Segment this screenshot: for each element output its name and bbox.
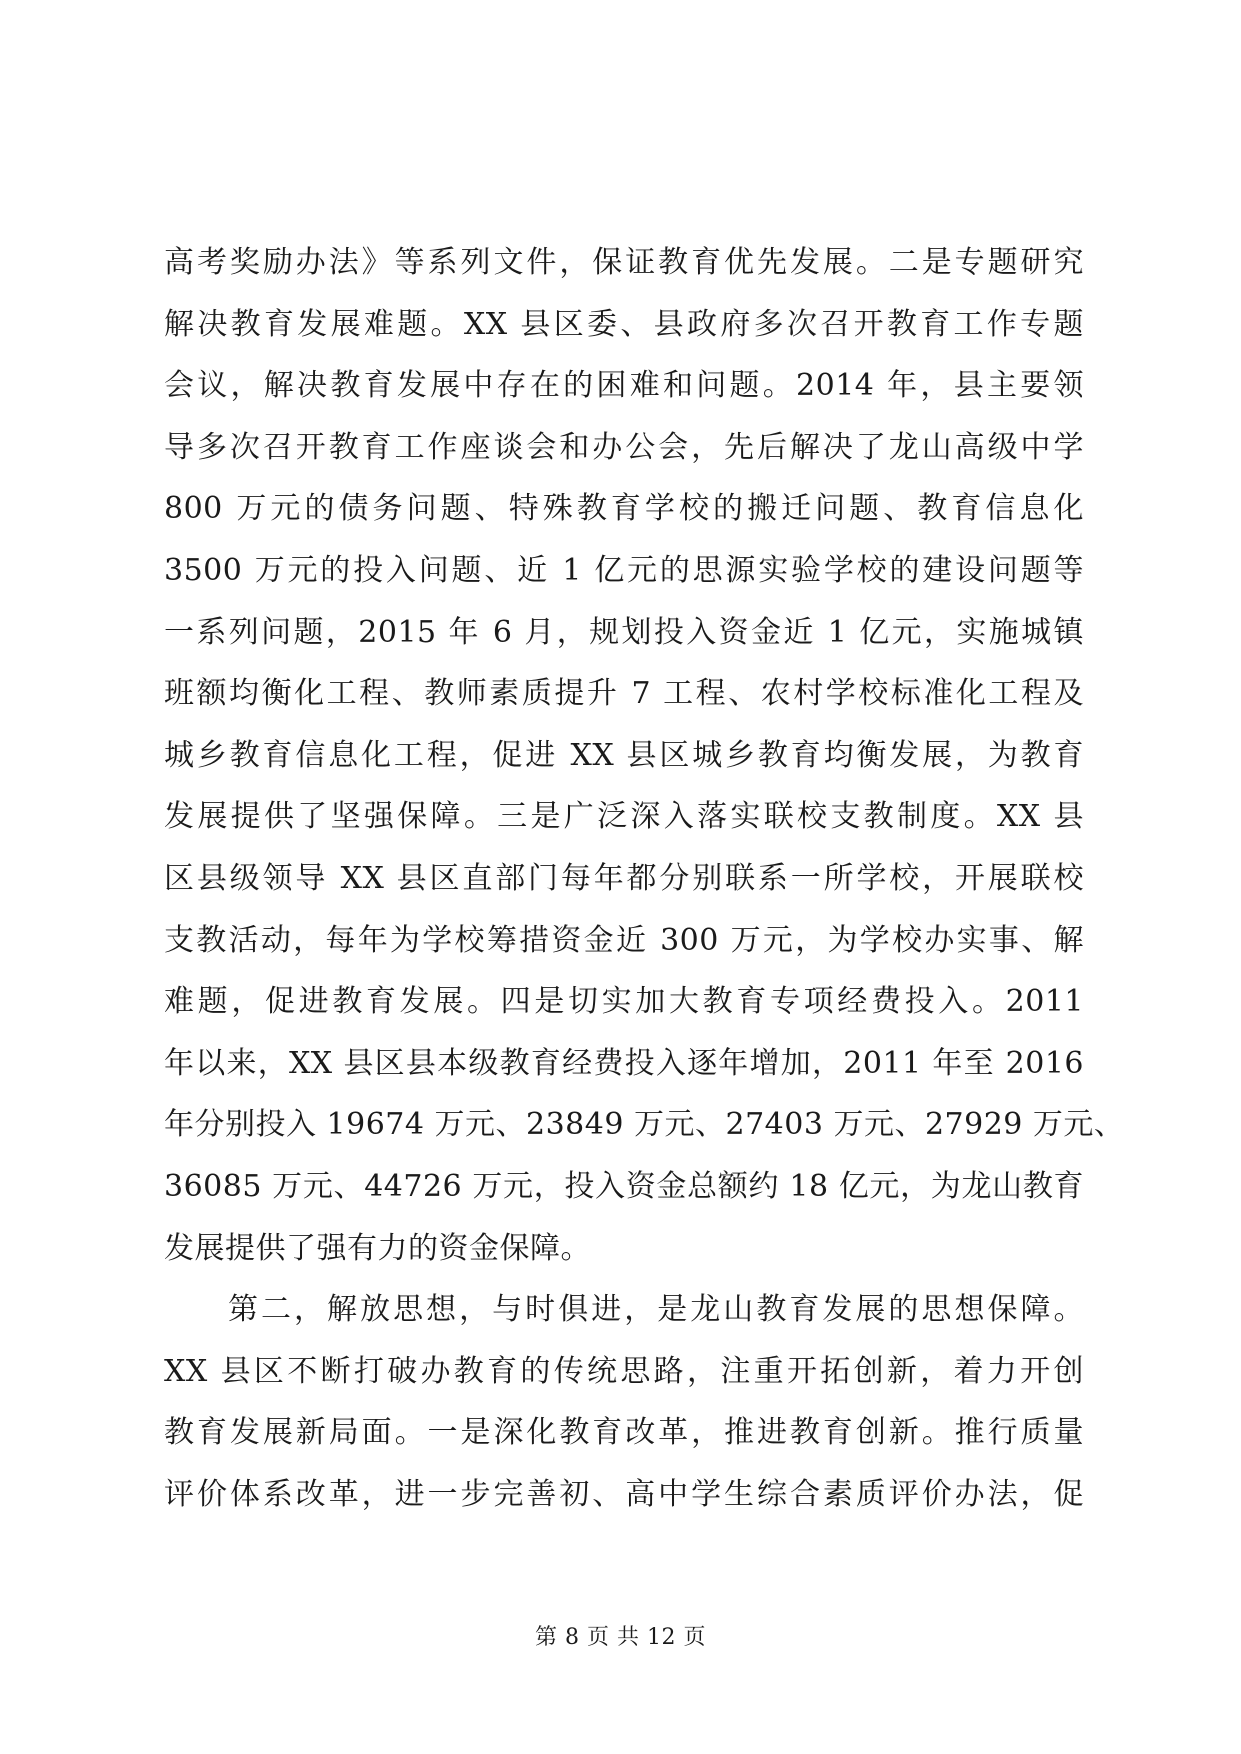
text-line: 发展提供了坚强保障。三是广泛深入落实联校支教制度。XX 县: [164, 799, 1084, 835]
text-line: 800 万元的债务问题、特殊教育学校的搬迁问题、教育信息化: [164, 491, 1084, 527]
text-line: 36085 万元、44726 万元，投入资金总额约 18 亿元，为龙山教育: [164, 1168, 1084, 1204]
text-line: 高考奖励办法》等系列文件，保证教育优先发展。二是专题研究: [164, 245, 1084, 280]
text-line: 解决教育发展难题。XX 县区委、县政府多次召开教育工作专题: [164, 306, 1084, 342]
text-line: 区县级领导 XX 县区直部门每年都分别联系一所学校，开展联校: [164, 860, 1084, 896]
text-line: 教育发展新局面。一是深化教育改革，推进教育创新。推行质量: [164, 1415, 1084, 1451]
text-line: 评价体系改革，进一步完善初、高中学生综合素质评价办法，促: [164, 1476, 1084, 1512]
text-line: XX 县区不断打破办教育的传统思路，注重开拓创新，着力开创: [164, 1353, 1084, 1389]
page-footer: [0, 1620, 1241, 1651]
paragraph-first-line: 第二，解放思想，与时俱进，是龙山教育发展的思想保障。: [228, 1292, 1084, 1328]
page-number: 第 8 页 共 12 页: [535, 1625, 706, 1650]
text-line: 发展提供了强有力的资金保障。: [164, 1230, 591, 1266]
text-line: 年分别投入 19674 万元、23849 万元、27403 万元、27929 万元、: [164, 1107, 1125, 1143]
text-line: 年以来，XX 县区县本级教育经费投入逐年增加，2011 年至 2016: [164, 1045, 1084, 1081]
text-line: 班额均衡化工程、教师素质提升 7 工程、农村学校标准化工程及: [164, 676, 1084, 712]
text-line: 一系列问题，2015 年 6 月，规划投入资金近 1 亿元，实施城镇: [164, 614, 1084, 650]
text-line: 会议，解决教育发展中存在的困难和问题。2014 年，县主要领: [164, 368, 1084, 404]
body-text: [164, 232, 1125, 1525]
text-line: 难题，促进教育发展。四是切实加大教育专项经费投入。2011: [164, 984, 1084, 1020]
text-line: 支教活动，每年为学校筹措资金近 300 万元，为学校办实事、解: [164, 922, 1084, 958]
text-line: 城乡教育信息化工程，促进 XX 县区城乡教育均衡发展，为教育: [164, 737, 1084, 773]
text-line: 3500 万元的投入问题、近 1 亿元的思源实验学校的建设问题等: [164, 552, 1084, 588]
text-line: 导多次召开教育工作座谈会和办公会，先后解决了龙山高级中学: [164, 429, 1084, 465]
